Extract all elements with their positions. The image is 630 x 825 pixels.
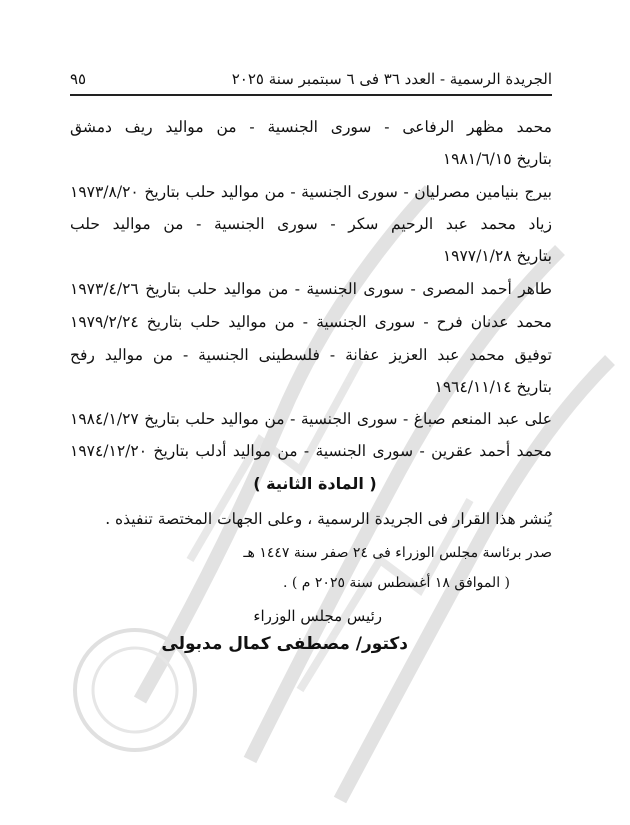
header-title: الجريدة الرسمية - العدد ٣٦ فى ٦ سبتمبر سنة ٢٠٢٥ bbox=[231, 70, 552, 88]
text-line: توفيق محمد عبد العزيز عفانة - فلسطينى الجنسية - من مواليد رفح bbox=[70, 346, 552, 364]
signature-name: دكتور/ مصطفى كمال مدبولى bbox=[161, 634, 408, 654]
text-line: بتاريخ ١٩٦٤/١١/١٤ bbox=[434, 378, 552, 396]
text-line: زياد محمد عبد الرحيم سكر - سورى الجنسية - من مواليد حلب bbox=[70, 215, 552, 233]
article-text: يُنشر هذا القرار فى الجريدة الرسمية ، وعلى الجهات المختصة تنفيذه . bbox=[105, 510, 552, 528]
text-line: بتاريخ ١٩٧٧/١/٢٨ bbox=[442, 247, 552, 265]
article-heading: ( المادة الثانية ) bbox=[253, 474, 377, 493]
text-line: على عبد المنعم صباغ - سورى الجنسية - من مواليد حلب بتاريخ ١٩٨٤/١/٢٧ bbox=[70, 410, 552, 428]
header-divider bbox=[70, 94, 552, 96]
signature-title: رئيس مجلس الوزراء bbox=[253, 607, 382, 625]
page-number: ٩٥ bbox=[70, 70, 87, 88]
date-corresponding: ( الموافق ١٨ أغسطس سنة ٢٠٢٥ م ) . bbox=[282, 575, 510, 591]
text-line: محمد أحمد عقرين - سورى الجنسية - من مواليد أدلب بتاريخ ١٩٧٤/١٢/٢٠ bbox=[70, 442, 552, 460]
page-header bbox=[70, 58, 552, 88]
text-line: بتاريخ ١٩٨١/٦/١٥ bbox=[442, 150, 552, 168]
text-line: محمد عدنان فرح - سورى الجنسية - من مواليد حلب بتاريخ ١٩٧٩/٢/٢٤ bbox=[70, 313, 552, 331]
text-line: طاهر أحمد المصرى - سورى الجنسية - من مواليد حلب بتاريخ ١٩٧٣/٤/٢٦ bbox=[70, 280, 552, 298]
text-line: بيرج بنيامين مصرليان - سورى الجنسية - من مواليد حلب بتاريخ ١٩٧٣/٨/٢٠ bbox=[70, 183, 552, 201]
text-line: محمد مظهر الرفاعى - سورى الجنسية - من مواليد ريف دمشق bbox=[70, 118, 552, 136]
issued-line: صدر برئاسة مجلس الوزراء فى ٢٤ صفر سنة ١٤٤٧ هـ bbox=[243, 545, 552, 561]
